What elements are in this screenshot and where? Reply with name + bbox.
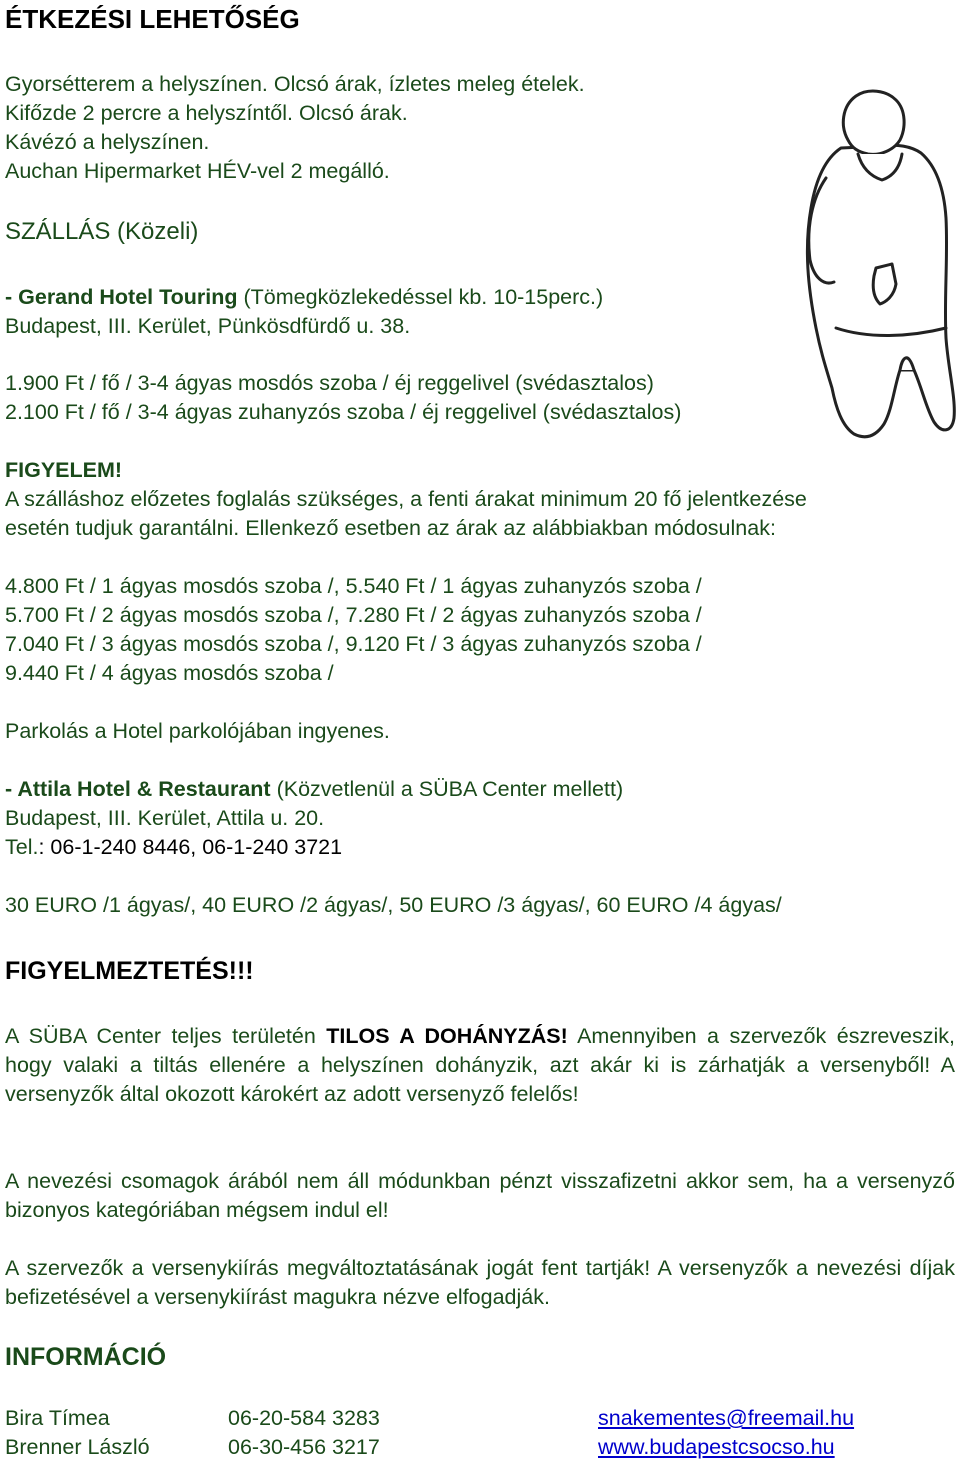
attila-hotel-phone <box>5 833 342 862</box>
etkezes-line-4: Auchan Hipermarket HÉV-vel 2 megálló. <box>5 159 390 183</box>
foosball-player-illustration <box>796 88 956 440</box>
alt-price-3: 7.040 Ft / 3 ágyas mosdós szoba /, 9.120 Ft / 3 ágyas zuhanyzós szoba / <box>5 632 702 656</box>
attila-hotel-address: Budapest, III. Kerület, Attila u. 20. <box>5 806 325 830</box>
warning-title: FIGYELEM! <box>5 458 123 482</box>
contact-phone-1: 06-20-584 3283 <box>228 1406 380 1430</box>
contact-web-link[interactable] <box>598 1433 835 1462</box>
smoking-text-after: Amennyiben a szervezők észreveszik, hogy valaki a tiltás ellenére a helyszínen dohányzik, azt akár ki is zárhatják a versenyből! A versenyzők által okozott károkért az adott versenyző felelős! <box>5 1024 956 1106</box>
attila-hotel-heading <box>5 775 623 804</box>
gerand-hotel-address: Budapest, III. Kerület, Pünkösdfürdő u. 38. <box>5 314 411 338</box>
warning-line-1: A szálláshoz előzetes foglalás szükséges, a fenti árakat minimum 20 fő jelentkezése <box>5 487 807 511</box>
phone-label: Tel. <box>5 835 39 859</box>
email-link[interactable]: snakementes@freemail.hu <box>598 1406 855 1430</box>
gerand-price-2: 2.100 Ft / fő / 3-4 ágyas zuhanyzós szoba / éj reggelivel (svédasztalos) <box>5 400 682 424</box>
gerand-price-1: 1.900 Ft / fő / 3-4 ágyas mosdós szoba / éj reggelivel (svédasztalos) <box>5 371 654 395</box>
attila-hotel-note: (Közvetlenül a SÜBA Center mellett) <box>270 777 624 801</box>
alt-price-2: 5.700 Ft / 2 ágyas mosdós szoba /, 7.280 Ft / 2 ágyas zuhanyzós szoba / <box>5 603 702 627</box>
attila-hotel-name: - Attila Hotel & Restaurant <box>5 777 271 801</box>
section-title-informacio: INFORMÁCIÓ <box>5 1343 167 1371</box>
alt-price-1: 4.800 Ft / 1 ágyas mosdós szoba /, 5.540 Ft / 1 ágyas zuhanyzós szoba / <box>5 574 702 598</box>
section-title-figyelmeztetes: FIGYELMEZTETÉS!!! <box>5 957 254 985</box>
contact-email-link[interactable] <box>598 1404 854 1433</box>
attila-prices: 30 EURO /1 ágyas/, 40 EURO /2 ágyas/, 50 EURO /3 ágyas/, 60 EURO /4 ágyas/ <box>5 893 782 917</box>
paragraph-rights: A szervezők a versenykiírás megváltoztatásának jogát fent tartják! A versenyzők a nevezési díjak befizetésével a versenykiírást magukra nézve elfogadják. <box>5 1256 955 1309</box>
gerand-hotel-name: - Gerand Hotel Touring <box>5 285 238 309</box>
etkezes-line-2: Kifőzde 2 percre a helyszíntől. Olcsó árak. <box>5 101 408 125</box>
alt-price-4: 9.440 Ft / 4 ágyas mosdós szoba / <box>5 661 334 685</box>
warning-line-2: esetén tudjuk garantálni. Ellenkező esetben az árak az alábbiakban módosulnak: <box>5 516 776 540</box>
etkezes-line-3: Kávézó a helyszínen. <box>5 130 210 154</box>
smoking-ban: TILOS A DOHÁNYZÁS! <box>326 1024 568 1048</box>
paragraph-refund: A nevezési csomagok árából nem áll módunkban pénzt visszafizetni akkor sem, ha a versenyző bizonyos kategóriában mégsem indul el! <box>5 1169 955 1222</box>
phone-numbers: : 06-1-240 8446, 06-1-240 3721 <box>38 835 343 859</box>
website-link[interactable]: www.budapestcsocso.hu <box>598 1435 835 1459</box>
contact-phone-2: 06-30-456 3217 <box>228 1435 380 1459</box>
etkezes-line-1: Gyorsétterem a helyszínen. Olcsó árak, ízletes meleg ételek. <box>5 72 585 96</box>
smoking-text-before: A SÜBA Center teljes területén <box>5 1024 327 1048</box>
gerand-hotel-heading <box>5 283 603 312</box>
contact-name-1: Bira Tímea <box>5 1406 110 1430</box>
paragraph-smoking <box>5 1022 955 1109</box>
section-title-etkezes: ÉTKEZÉSI LEHETŐSÉG <box>5 4 300 34</box>
gerand-hotel-note: (Tömegközlekedéssel kb. 10-15perc.) <box>237 285 604 309</box>
section-title-szallas: SZÁLLÁS (Közeli) <box>5 218 199 245</box>
contact-name-2: Brenner László <box>5 1435 150 1459</box>
parking-note: Parkolás a Hotel parkolójában ingyenes. <box>5 719 390 743</box>
